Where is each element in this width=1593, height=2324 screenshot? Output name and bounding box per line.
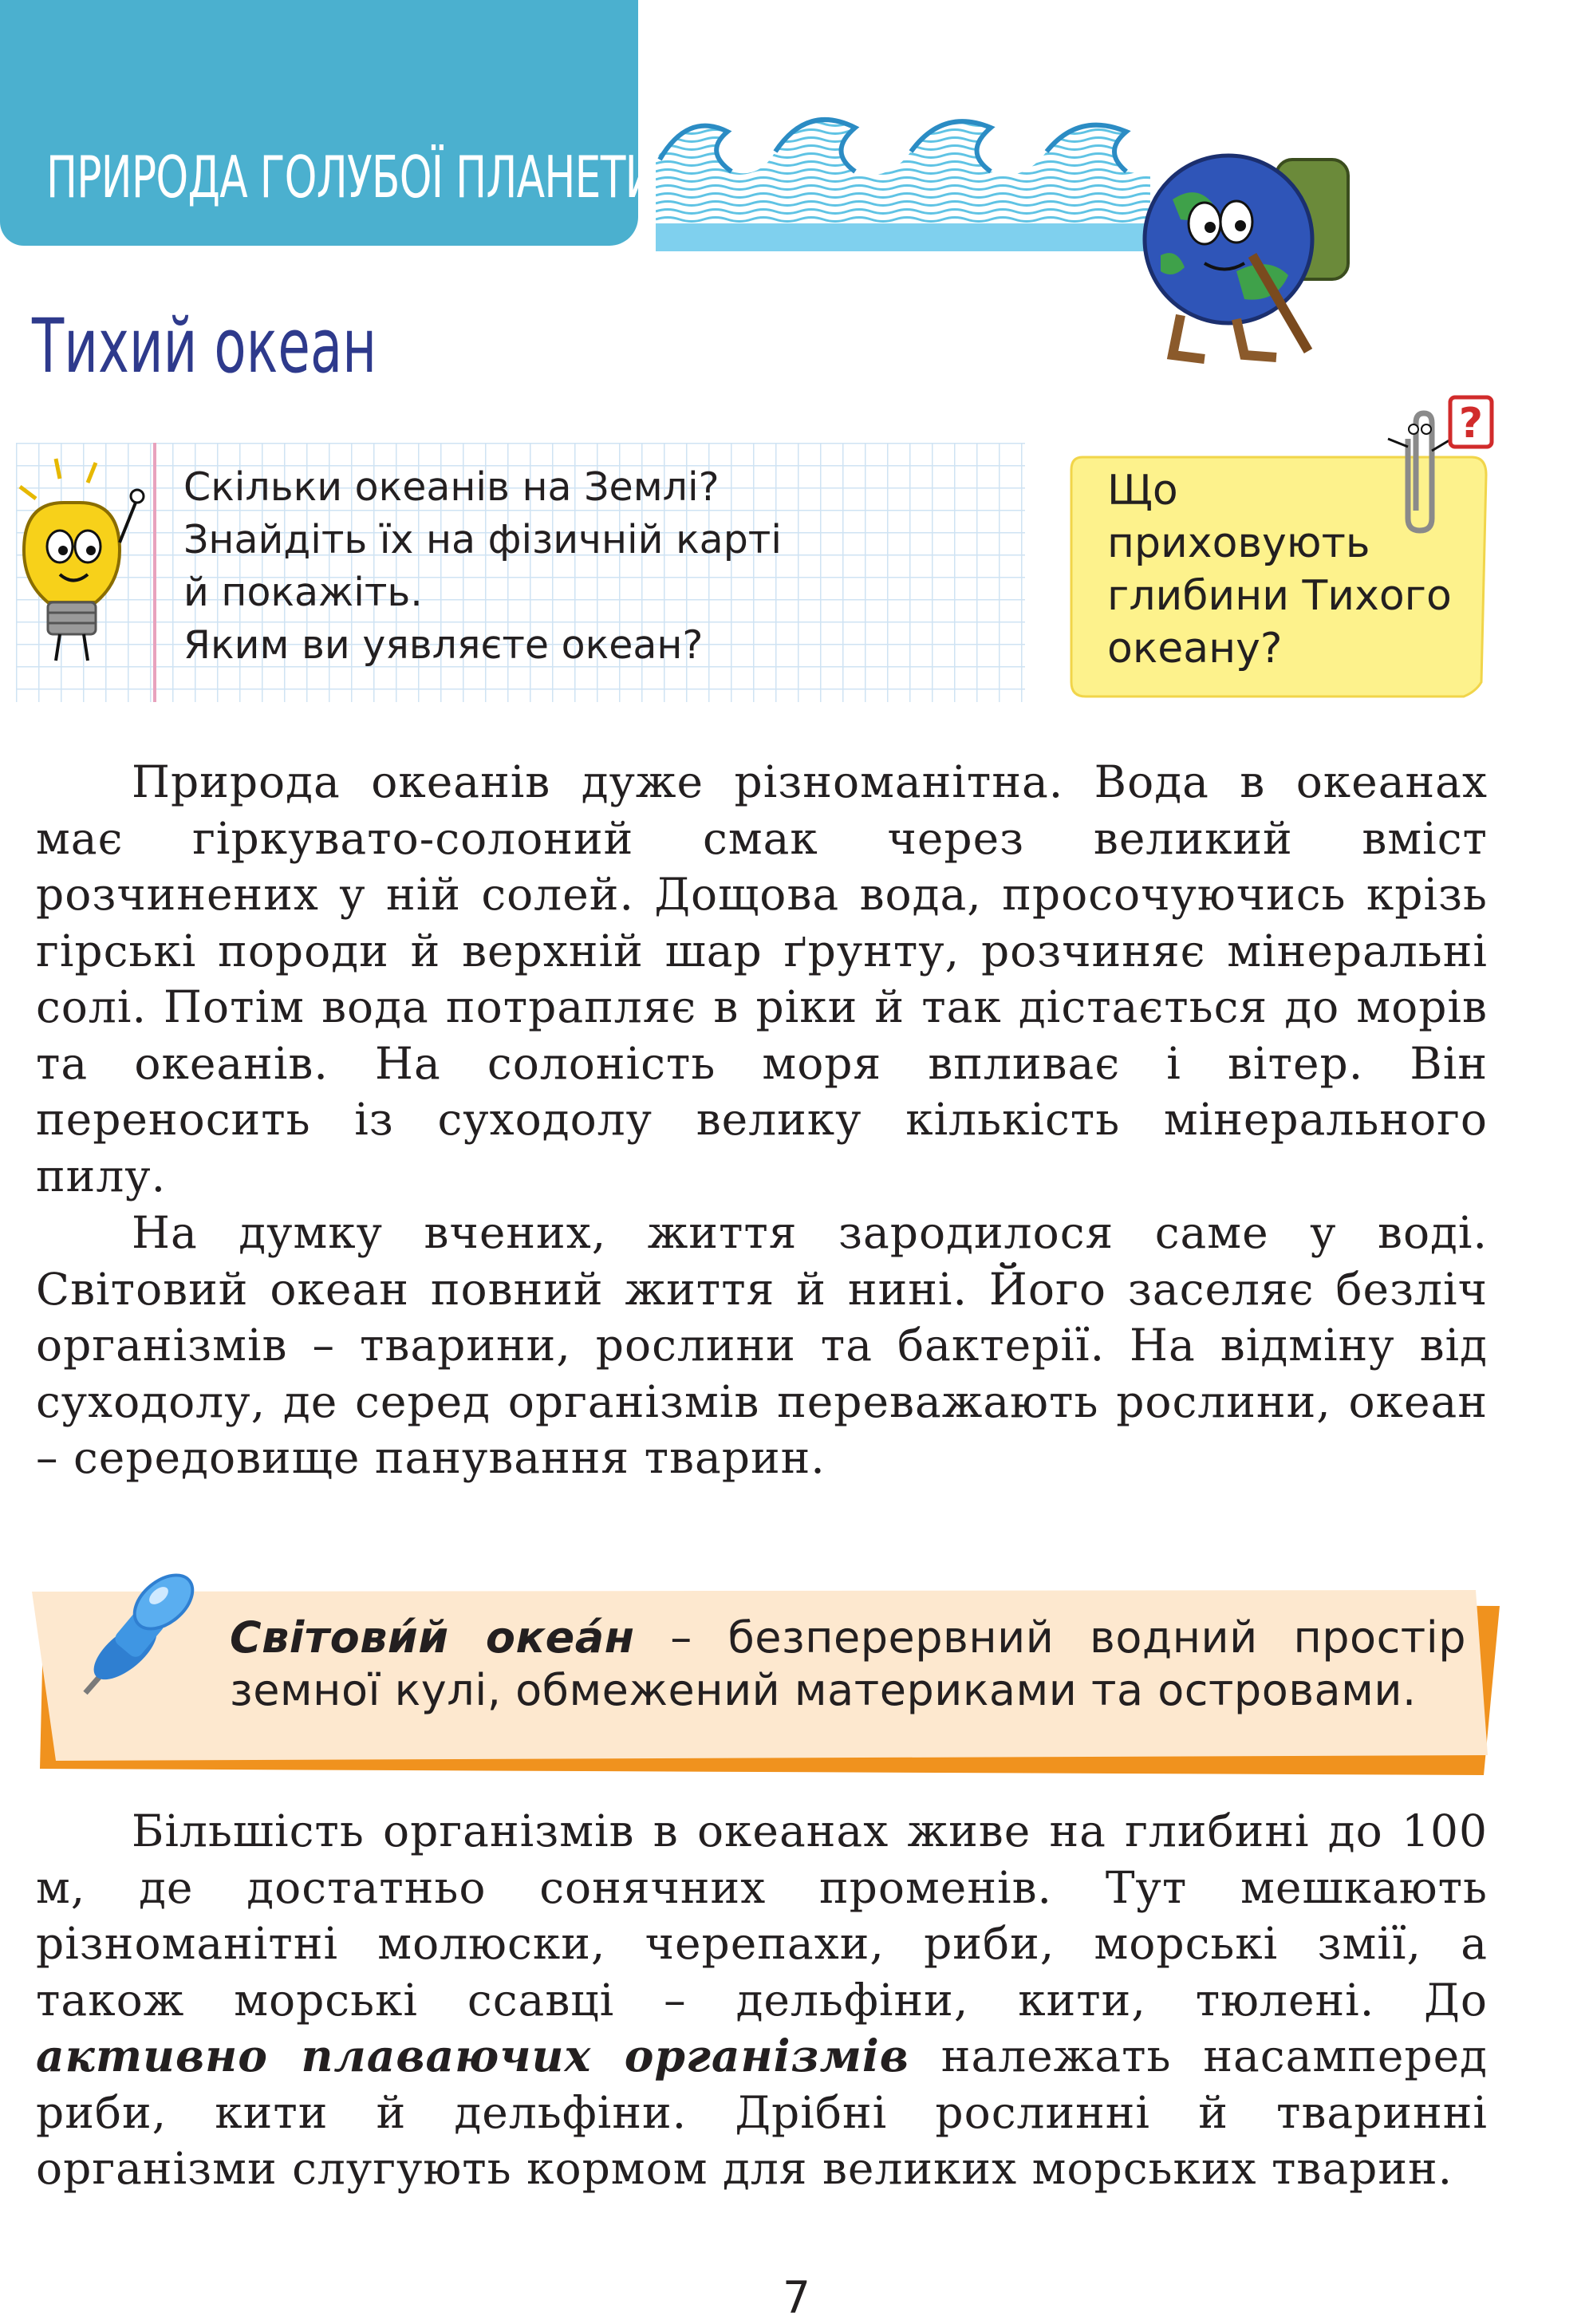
pushpin-icon	[76, 1564, 203, 1699]
sticky-line: приховують	[1107, 519, 1370, 567]
question-line: Яким ви уявляєте океан?	[183, 622, 704, 668]
paragraph-text: належать насамперед риби, кити й дельфіни. Дрібні рослинні й тваринні організми слугують кормом для великих морських тварин.	[36, 2030, 1488, 2194]
definition-text	[230, 1612, 1466, 1717]
definition-body: – безперервний водний простір земної кулі, обмежений материками та островами.	[230, 1612, 1466, 1715]
paperclip-question-icon	[1364, 391, 1500, 535]
question-text	[183, 461, 782, 672]
emphasis-term: активно плаваючих організмів	[36, 2030, 909, 2081]
paragraph	[36, 754, 1488, 1204]
sticky-line: Що	[1107, 467, 1178, 515]
page-number: 7	[783, 2272, 810, 2323]
question-line: Скільки океанів на Землі?	[183, 464, 720, 510]
question-divider	[153, 443, 156, 702]
lightbulb-character-icon	[8, 455, 152, 666]
paragraph	[36, 1205, 1488, 1486]
question-line: Знайдіть їх на фізичній карті	[183, 517, 782, 562]
sticky-line: океану?	[1107, 625, 1283, 673]
section-title: ПРИРОДА ГОЛУБОЇ ПЛАНЕТИ	[46, 144, 656, 211]
paragraph-text: Більшість організмів в океанах живе на глибині до 100 м, де достатньо сонячних променів. Тут мешкають різноманітні молюски, черепахи, риби, морські змії, а також морські ссавці – дельфіни, кити, тюлені. До	[36, 1805, 1488, 2026]
question-badge: ?	[1458, 400, 1484, 448]
sticky-line: глибини Тихого	[1107, 572, 1452, 620]
paragraph	[36, 1803, 1488, 2197]
waves-illustration	[656, 96, 1150, 251]
paragraph-text: На думку вчених, життя зародилося саме у воді. Світовий океан повний життя й нині. Його заселяє безліч організмів – тварини, рослини та бактерії. На відміну від суходолу, де серед організмів переважають рослини, океан – середовище панування тварин.	[36, 1207, 1488, 1483]
question-line: й покажіть.	[183, 570, 423, 615]
paragraph-text: Природа океанів дуже різноманітна. Вода в океанах має гіркувато-солоний смак через великий вміст розчинених у ній солей. Дощова вода, просочуючись крізь гірські породи й верхній шар ґрунту, розчиняє мінеральні солі. Потім вода потрапляє в ріки й так дістається до морів та океанів. На солоність моря впливає і вітер. Він переносить із суходолу велику кількість мінерального пилу.	[36, 756, 1488, 1201]
globe-character-icon	[1117, 136, 1372, 367]
definition-term: Світови́й океа́н	[230, 1612, 635, 1663]
page-heading: Тихий океан	[32, 303, 377, 390]
